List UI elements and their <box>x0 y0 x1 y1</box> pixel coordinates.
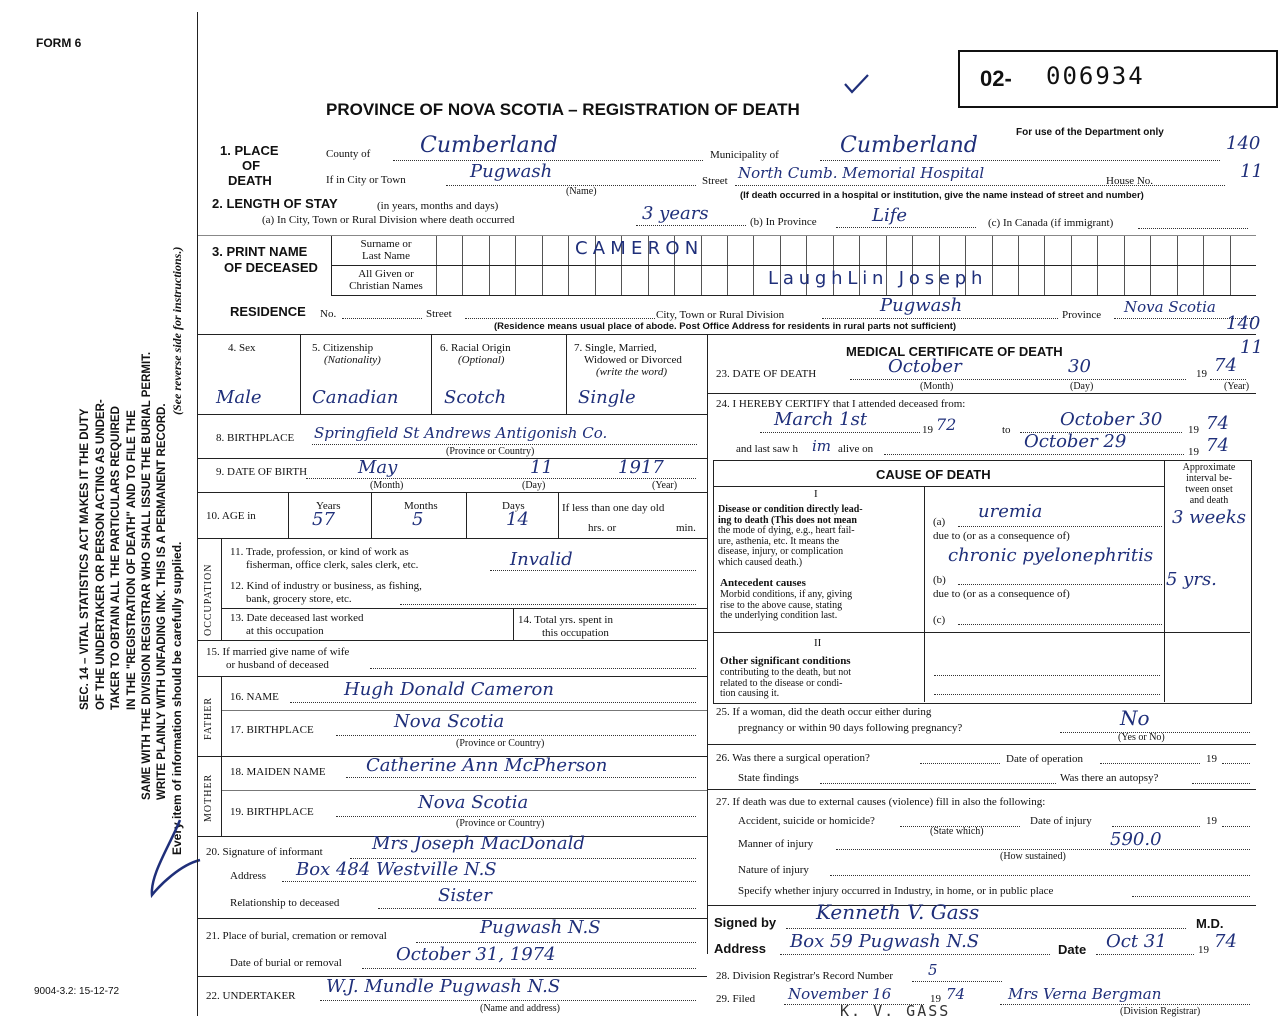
letter-box <box>1044 236 1070 265</box>
letter-box <box>568 266 594 295</box>
stay-a-value: 3 years <box>642 203 709 224</box>
undertaker-caption: (Name and address) <box>480 1003 560 1014</box>
signer-date-value: Oct 31 <box>1106 931 1167 952</box>
letter-box <box>648 266 674 295</box>
side-line-4: IN THE "REGISTRATION OF DEATH" AND TO FILE THE <box>125 410 138 710</box>
letter-box <box>701 236 727 265</box>
dod-month-caption: (Month) <box>920 381 954 392</box>
letter-box <box>1177 236 1203 265</box>
dod-month-value: October <box>888 356 962 377</box>
autopsy-label: Was there an autopsy? <box>1060 772 1159 784</box>
stay-sub-label: (in years, months and days) <box>377 200 499 212</box>
certify-from-year: 72 <box>936 415 957 434</box>
surgical-label: 26. Was there a surgical operation? <box>716 752 870 764</box>
letter-box <box>489 266 515 295</box>
letter-box <box>1230 236 1256 265</box>
burial-date-value: October 31, 1974 <box>396 944 556 965</box>
letter-box <box>1124 266 1150 295</box>
occupation-side-label: OCCUPATION <box>203 563 214 636</box>
mother-birthplace-caption: (Province or Country) <box>456 818 545 829</box>
certify-19-label-2: 19 <box>1188 424 1199 436</box>
mother-birthplace-value: Nova Scotia <box>418 792 529 813</box>
cause-b-value: chronic pyelonephritis <box>948 545 1154 566</box>
dob-day-caption: (Day) <box>522 480 546 491</box>
alive-on-label: alive on <box>838 443 874 455</box>
certify-from-value: March 1st <box>774 409 868 430</box>
pregnancy-value: No <box>1120 706 1150 730</box>
res-city-label: City, Town or Rural Division <box>656 309 785 321</box>
letter-box <box>515 266 541 295</box>
mother-birthplace-label: 19. BIRTHPLACE <box>230 806 314 818</box>
letter-box <box>462 266 488 295</box>
citizenship-label: 5. Citizenship (Nationality) <box>312 342 381 366</box>
signed-by-value[interactable]: Kenneth V. Gass <box>816 900 980 924</box>
letter-box <box>1071 266 1097 295</box>
age-label: 10. AGE in <box>206 510 256 522</box>
letter-box <box>1150 266 1176 295</box>
dod-year-value: 74 <box>1214 355 1237 376</box>
manner-of-injury-label: Manner of injury <box>738 838 814 850</box>
undertaker-label: 22. UNDERTAKER <box>206 990 296 1002</box>
accident-label: Accident, suicide or homicide? <box>738 815 875 827</box>
pen-mark-icon <box>140 815 210 905</box>
dept-code-3: 140 <box>1226 313 1261 334</box>
letter-box <box>515 236 541 265</box>
other-conditions-description: contributing to the death, but not related to the disease or condi- tion causing it. <box>720 667 852 699</box>
last-worked-label: 13. Date deceased last worked at this occupation <box>230 612 364 637</box>
registration-number-box <box>958 50 1278 108</box>
how-sustained-caption: (How sustained) <box>1000 851 1066 862</box>
birthplace-label: 8. BIRTHPLACE <box>216 432 295 444</box>
letter-box <box>806 236 832 265</box>
letter-box <box>886 236 912 265</box>
dob-month-caption: (Month) <box>370 480 404 491</box>
letter-box <box>436 236 462 265</box>
dob-label: 9. DATE OF BIRTH <box>216 466 308 478</box>
city-label: If in City or Town <box>326 174 406 186</box>
dept-code-2: 11 <box>1240 161 1263 182</box>
maiden-name-value: Catherine Ann McPherson <box>366 755 608 776</box>
alive-19-label: 19 <box>1188 446 1199 458</box>
hospital-note: (If death occurred in a hospital or institution, give the name instead of street and number) <box>740 190 1144 201</box>
medical-certificate-title: MEDICAL CERTIFICATE OF DEATH <box>846 344 1063 359</box>
footer-code: 9004-3.2: 15-12-72 <box>34 986 120 997</box>
given-names-label: All Given or Christian Names <box>349 268 423 292</box>
letter-box <box>621 266 647 295</box>
signer-year-value: 74 <box>1214 931 1237 952</box>
other-conditions-title: Other significant conditions <box>720 655 851 667</box>
residence-label: RESIDENCE <box>230 304 306 319</box>
letter-box <box>1071 236 1097 265</box>
father-name-value: Hugh Donald Cameron <box>344 679 554 700</box>
mother-side-label: MOTHER <box>203 773 214 822</box>
sex-value: Male <box>216 387 262 408</box>
informant-address-label: Address <box>230 870 267 882</box>
marital-label: 7. Single, Married, Widowed or Divorced (write the word) <box>574 342 682 378</box>
side-line-5: SAME WITH THE DIVISION REGISTRAR WHO SHALL ISSUE THE BURIAL PERMIT. <box>141 351 153 800</box>
side-line-6: WRITE PLAINLY WITH UNFADING INK. THIS IS A PERMANENT RECORD. <box>156 403 168 800</box>
letter-box <box>859 236 885 265</box>
date-op-19: 19 <box>1206 753 1217 765</box>
given-name-value: LaughLin Joseph <box>768 268 988 289</box>
municipality-value: Cumberland <box>840 133 978 158</box>
side-line-1: SEC. 14 – VITAL STATISTICS ACT MAKES IT THE DUTY <box>79 408 91 710</box>
county-label: County of <box>326 148 371 160</box>
due-to-label-1: due to (or as a consequence of) <box>933 530 1070 542</box>
res-province-value: Nova Scotia <box>1124 298 1216 316</box>
father-name-label: 16. NAME <box>230 691 279 703</box>
county-value: Cumberland <box>420 133 558 158</box>
father-side-label: FATHER <box>203 696 214 740</box>
letter-box <box>1177 266 1203 295</box>
burial-place-label: 21. Place of burial, cremation or removal <box>206 930 387 942</box>
dept-use-label: For use of the Department only <box>1016 127 1164 138</box>
letter-box <box>1044 266 1070 295</box>
last-saw-suffix: im <box>812 437 832 455</box>
date-of-injury-label: Date of injury <box>1030 815 1092 827</box>
date-of-death-label: 23. DATE OF DEATH <box>716 368 817 380</box>
dod-day-value: 30 <box>1068 356 1091 377</box>
division-record-label: 28. Division Registrar's Record Number <box>716 970 894 982</box>
street-label: Street <box>702 175 728 187</box>
filed-month-value: November 16 <box>788 985 892 1003</box>
letter-box <box>1018 266 1044 295</box>
form-label: FORM 6 <box>36 36 82 50</box>
part-two-label: II <box>814 637 822 649</box>
age-days-value: 14 <box>506 509 529 530</box>
letter-box <box>1124 236 1150 265</box>
letter-box <box>1203 236 1229 265</box>
total-years-label: 14. Total yrs. spent in this occupation <box>518 614 613 639</box>
undertaker-value: W.J. Mundle Pugwash N.S <box>326 976 561 997</box>
letter-box <box>1097 266 1123 295</box>
last-saw-label: and last saw h <box>736 443 799 455</box>
stay-b-label: (b) In Province <box>750 216 817 228</box>
industry-label: 12. Kind of industry or business, as fishing, bank, grocery store, etc. <box>230 580 422 605</box>
filed-year-value: 74 <box>946 985 966 1003</box>
years-label: Years <box>316 500 341 512</box>
res-city-value: Pugwash <box>880 295 963 316</box>
surname-boxes <box>436 236 1256 265</box>
letter-box <box>489 236 515 265</box>
certify-label: 24. I HEREBY CERTIFY that I attended deceased from: <box>716 398 966 410</box>
side-note: Every item of information should be carefully supplied. <box>170 541 184 855</box>
letter-box <box>1018 236 1044 265</box>
letter-box <box>542 236 568 265</box>
date-injury-19: 19 <box>1206 815 1217 827</box>
check-mark-icon <box>842 72 872 98</box>
state-findings-label: State findings <box>738 772 799 784</box>
municipality-label: Municipality of <box>710 149 779 161</box>
filed-label: 29. Filed <box>716 993 756 1005</box>
signed-by-label: Signed by <box>714 915 777 930</box>
certify-19-label-1: 19 <box>922 424 933 436</box>
yes-no-caption: (Yes or No) <box>1118 732 1165 743</box>
pregnancy-label-1: 25. If a woman, did the death occur either during <box>716 706 932 718</box>
res-province-label: Province <box>1062 309 1102 321</box>
letter-box <box>753 236 779 265</box>
letter-box <box>727 236 753 265</box>
due-to-label-2: due to (or as a consequence of) <box>933 588 1070 600</box>
letter-box <box>992 266 1018 295</box>
birthplace-value: Springfield St Andrews Antigonish Co. <box>314 424 608 442</box>
wife-label: 15. If married give name of wife or husband of deceased <box>206 646 350 671</box>
racial-origin-label: 6. Racial Origin (Optional) <box>440 342 511 366</box>
letter-box <box>542 266 568 295</box>
part-one-label: I <box>814 488 818 500</box>
racial-value: Scotch <box>444 387 507 408</box>
letter-box <box>780 236 806 265</box>
res-no-label: No. <box>320 308 337 320</box>
surname-value: CAMERON <box>575 238 704 259</box>
certify-to-value: October 30 <box>1060 409 1163 430</box>
days-label: Days <box>502 500 525 512</box>
sex-label: 4. Sex <box>228 342 256 354</box>
letter-box <box>1097 236 1123 265</box>
reg-number: 006934 <box>1046 62 1145 90</box>
dob-day-value: 11 <box>530 457 553 478</box>
cause-of-death-title: CAUSE OF DEATH <box>876 467 991 482</box>
marital-value: Single <box>578 387 636 408</box>
residence-note: (Residence means usual place of abode. Post Office Address for residents in rural parts not sufficient) <box>494 321 957 332</box>
registrar-caption: (Division Registrar) <box>1120 1006 1201 1017</box>
certify-to-year: 74 <box>1206 413 1229 434</box>
pregnancy-label-2: pregnancy or within 90 days following pregnancy? <box>738 722 963 734</box>
letter-box <box>674 266 700 295</box>
trade-label: 11. Trade, profession, or kind of work as fisherman, office clerk, sales clerk, etc. <box>230 546 419 571</box>
name-caption: (Name) <box>566 186 597 197</box>
letter-box <box>595 266 621 295</box>
dob-year-caption: (Year) <box>652 480 678 491</box>
birthplace-caption: (Province or Country) <box>446 446 535 457</box>
father-birthplace-value: Nova Scotia <box>394 711 505 732</box>
division-record-value: 5 <box>928 961 938 979</box>
res-street-label: Street <box>426 308 452 320</box>
letter-box <box>1150 236 1176 265</box>
letter-box <box>912 236 938 265</box>
filed-19-label: 19 <box>930 993 941 1005</box>
relationship-value: Sister <box>438 885 492 906</box>
father-birthplace-label: 17. BIRTHPLACE <box>230 724 314 736</box>
form-title: PROVINCE OF NOVA SCOTIA – REGISTRATION OF DEATH <box>326 100 800 119</box>
reg-prefix: 02- <box>980 66 1012 91</box>
dept-code-4: 11 <box>1240 337 1263 358</box>
age-years-value: 57 <box>312 509 335 530</box>
side-line-2: OF THE UNDERTAKER OR PERSON ACTING AS UNDER- <box>94 399 107 710</box>
manner-code-value: 590.0 <box>1110 829 1162 850</box>
less-than-day-label: If less than one day old <box>562 502 665 514</box>
street-value: North Cumb. Memorial Hospital <box>738 164 985 182</box>
cause-a-interval: 3 weeks <box>1172 507 1247 528</box>
letter-box <box>462 236 488 265</box>
father-birthplace-caption: (Province or Country) <box>456 738 545 749</box>
side-reverse-note: (See reverse side for instructions.) <box>170 246 184 415</box>
stay-b-value: Life <box>872 205 908 226</box>
letter-box <box>727 266 753 295</box>
dod-year-caption: (Year) <box>1224 381 1250 392</box>
typed-physician-name: K. V. GASS <box>840 1002 951 1020</box>
cause-c-label: (c) <box>933 614 946 626</box>
signer-19-label: 19 <box>1198 944 1209 956</box>
cause-b-label: (b) <box>933 574 946 586</box>
place-of-death-label: 1. PLACE OF DEATH <box>220 143 279 188</box>
side-instructions <box>78 210 140 710</box>
antecedent-description: Morbid conditions, if any, giving rise to the above cause, stating the underlying condition last. <box>720 589 853 621</box>
house-no-label: House No. <box>1106 175 1154 187</box>
signer-date-label: Date <box>1058 942 1087 957</box>
dept-code-1: 140 <box>1226 133 1261 154</box>
letter-box <box>992 236 1018 265</box>
cause-a-label: (a) <box>933 516 946 528</box>
informant-address-value: Box 484 Westville N.S <box>296 859 497 880</box>
external-causes-label: 27. If death was due to external causes (violence) fill in also the following: <box>716 796 1046 808</box>
cause-a-value: uremia <box>978 501 1043 522</box>
surname-label: Surname or Last Name <box>360 238 412 262</box>
antecedent-title: Antecedent causes <box>720 577 806 589</box>
print-name-label: 3. PRINT NAME OF DECEASED <box>212 244 318 275</box>
alive-year-value: 74 <box>1206 435 1229 456</box>
relationship-label: Relationship to deceased <box>230 897 340 909</box>
letter-box <box>436 266 462 295</box>
specify-injury-label: Specify whether injury occurred in Industry, in home, or in public place <box>738 885 1054 897</box>
trade-value: Invalid <box>510 549 573 570</box>
dod-19-label: 19 <box>1196 368 1207 380</box>
months-label: Months <box>404 500 438 512</box>
citizenship-value: Canadian <box>312 387 399 408</box>
disease-description: Disease or condition directly lead- ing to death (This does not mean the mode of dying, e.g., heart fail- ure, asthenia, etc. It means the disease, injury, or complication which caused death.) <box>718 504 863 568</box>
city-value: Pugwash <box>470 161 553 182</box>
state-which-caption: (State which) <box>930 826 984 837</box>
maiden-name-label: 18. MAIDEN NAME <box>230 766 326 778</box>
date-of-operation-label: Date of operation <box>1006 753 1083 765</box>
dod-day-caption: (Day) <box>1070 381 1094 392</box>
burial-place-value: Pugwash N.S <box>480 917 601 938</box>
registrar-signature: Mrs Verna Bergman <box>1008 985 1162 1003</box>
stay-c-label: (c) In Canada (if immigrant) <box>988 217 1114 229</box>
md-label: M.D. <box>1196 916 1224 931</box>
side-line-3: TAKER TO OBTAIN ALL THE PARTICULARS REQUIRED <box>110 406 122 710</box>
age-months-value: 5 <box>412 509 424 530</box>
side-instructions-2 <box>140 200 170 800</box>
signer-address-label: Address <box>714 941 767 956</box>
min-label: min. <box>676 522 696 534</box>
letter-box <box>939 236 965 265</box>
hrs-label: hrs. or <box>588 522 617 534</box>
informant-label: 20. Signature of informant <box>206 846 323 858</box>
signer-address-value: Box 59 Pugwash N.S <box>790 931 980 952</box>
nature-of-injury-label: Nature of injury <box>738 864 809 876</box>
cause-b-interval: 5 yrs. <box>1166 569 1217 590</box>
letter-box <box>1230 266 1256 295</box>
alive-on-value: October 29 <box>1024 431 1127 452</box>
dob-month-value: May <box>358 457 398 478</box>
dob-year-value: 1917 <box>618 457 664 478</box>
certify-to-label: to <box>1002 424 1011 436</box>
stay-a-label: (a) In City, Town or Rural Division where death occurred <box>262 214 515 226</box>
letter-box <box>833 236 859 265</box>
approx-interval-label: Approximate interval be- tween onset and death <box>1182 462 1236 506</box>
informant-value: Mrs Joseph MacDonald <box>372 833 585 854</box>
length-of-stay-label: 2. LENGTH OF STAY <box>212 196 338 211</box>
letter-box <box>701 266 727 295</box>
letter-box <box>965 236 991 265</box>
burial-date-label: Date of burial or removal <box>230 957 342 969</box>
letter-box <box>1203 266 1229 295</box>
